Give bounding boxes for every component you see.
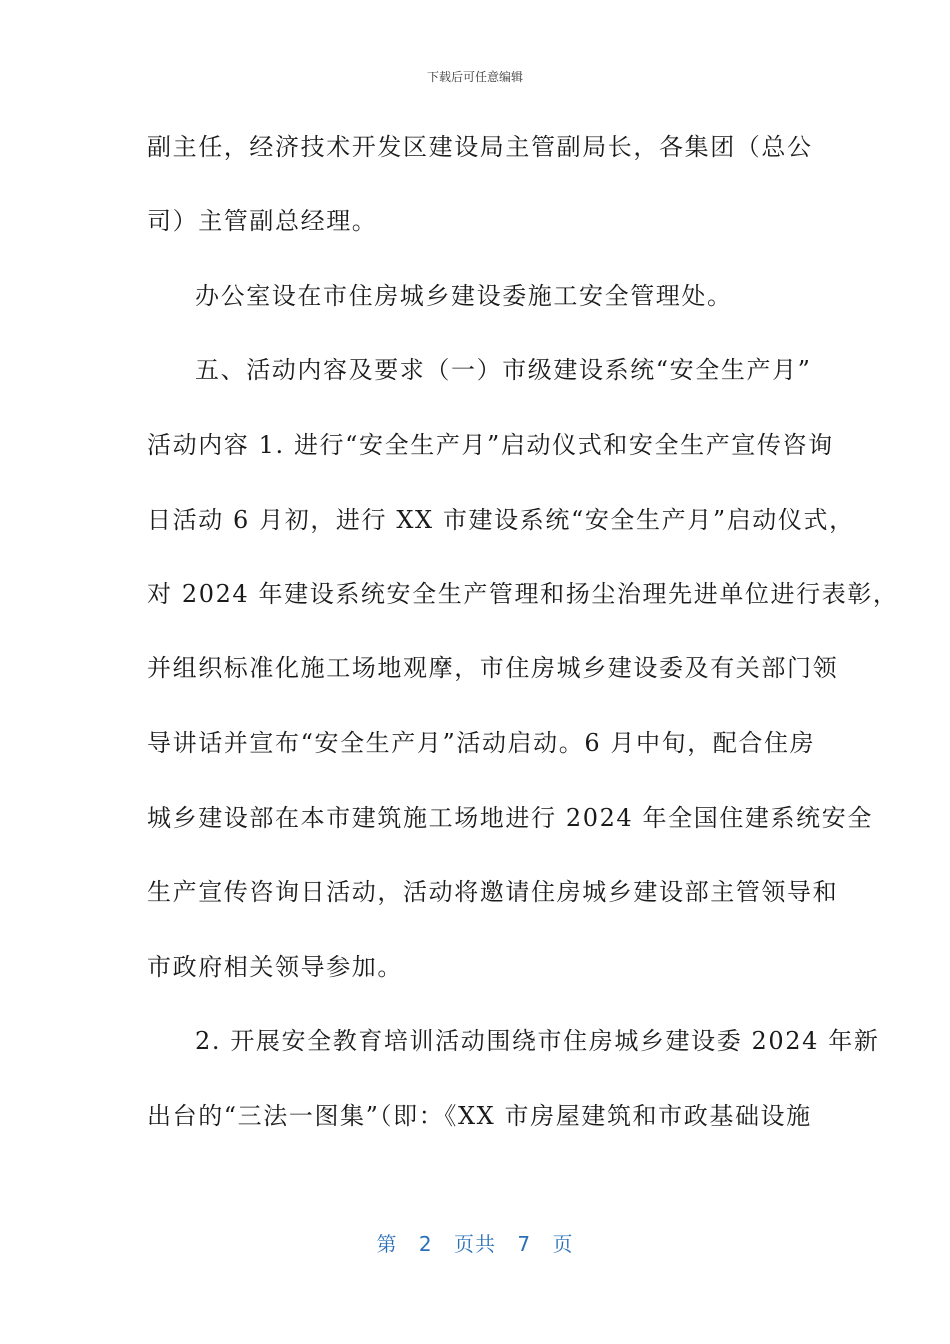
paragraph-line: 活动内容 1. 进行“安全生产月”启动仪式和安全生产宣传咨询 (147, 431, 834, 459)
paragraph-line: 市政府相关领导参加。 (147, 953, 403, 981)
paragraph-line: 2. 开展安全教育培训活动围绕市住房城乡建设委 2024 年新 (195, 1027, 880, 1055)
page-prefix: 第 (376, 1232, 398, 1256)
paragraph-line: 日活动 6 月初，进行 XX 市建设系统“安全生产月”启动仪式， (147, 506, 855, 534)
paragraph-line: 并组织标准化施工场地观摩，市住房城乡建设委及有关部门领 (147, 654, 839, 682)
paragraph-line: 城乡建设部在本市建筑施工场地进行 2024 年全国住建系统安全 (147, 804, 873, 832)
paragraph-line: 对 2024 年建设系统安全生产管理和扬尘治理先进单位进行表彰， (147, 580, 899, 608)
page-suffix: 页 (552, 1232, 574, 1256)
paragraph-line: 办公室设在市住房城乡建设委施工安全管理处。 (195, 282, 733, 310)
page-middle: 页共 (454, 1232, 496, 1256)
paragraph-line: 出台的“三法一图集”（即：《XX 市房屋建筑和市政基础设施 (147, 1102, 812, 1130)
total-pages: 7 (517, 1232, 532, 1256)
paragraph-line: 司）主管副总经理。 (147, 207, 378, 235)
paragraph-line: 五、活动内容及要求（一）市级建设系统“安全生产月” (195, 356, 812, 384)
paragraph-line: 生产宣传咨询日活动，活动将邀请住房城乡建设部主管领导和 (147, 878, 839, 906)
paragraph-line: 副主任，经济技术开发区建设局主管副局长，各集团（总公 (147, 133, 813, 161)
header-note: 下载后可任意编辑 (426, 70, 523, 84)
paragraph-line: 导讲话并宣布“安全生产月”活动启动。6 月中旬，配合住房 (147, 729, 816, 757)
page-footer (0, 1228, 950, 1257)
page-number: 2 (418, 1232, 433, 1256)
